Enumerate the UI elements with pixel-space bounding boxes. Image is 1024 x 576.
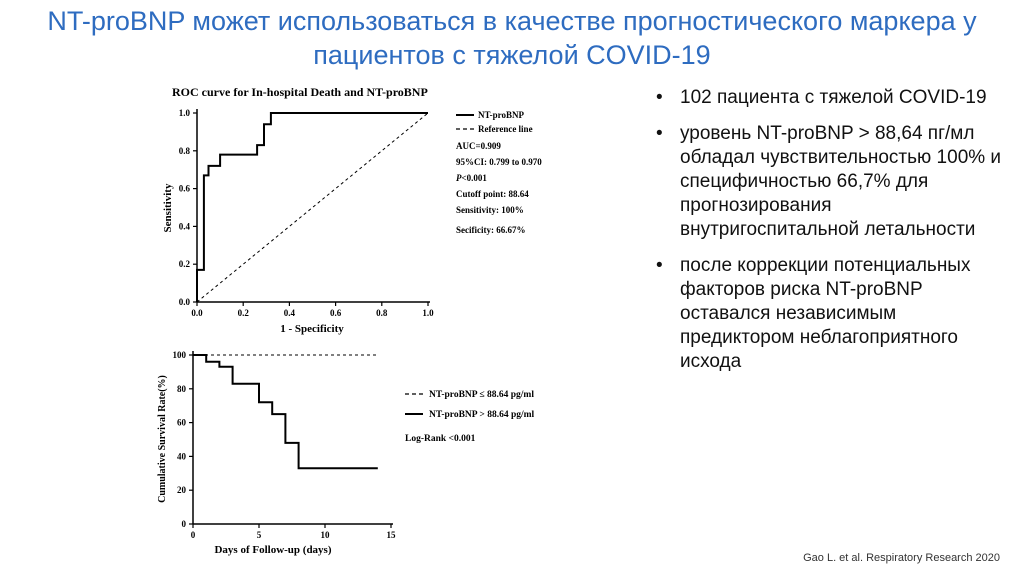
roc-x-tick-label: 0.2 <box>237 308 249 318</box>
survival-legend-series-2: NT-proBNP > 88.64 pg/ml <box>429 410 535 420</box>
survival-series-2-line <box>193 355 378 468</box>
slide-title <box>0 4 1024 72</box>
roc-y-tick-label: 0.4 <box>178 221 190 232</box>
survival-x-tick-label: 15 <box>386 530 396 540</box>
slide-title-line-2: пациентов с тяжелой COVID-19 <box>313 40 711 70</box>
roc-series-2-line <box>197 113 428 302</box>
roc-chart-panel <box>160 78 588 340</box>
survival-legend-series-1: NT-proBNP ≤ 88.64 pg/ml <box>429 390 534 400</box>
roc-chart <box>160 78 588 340</box>
roc-legend-series-1: NT-proBNP <box>478 110 525 120</box>
roc-x-tick-label: 0.6 <box>329 308 342 318</box>
roc-annotation-p <box>456 173 487 183</box>
survival-legend <box>405 390 535 444</box>
bullet-text: после коррекции потенциальных факторов риска NT-proBNP оставался независимым предиктором неблагоприятного исхода <box>680 255 971 372</box>
bullet-item <box>652 86 1012 110</box>
slide-title-line-1: NT-proBNP может использоваться в качестве прогностического маркера у <box>47 6 977 36</box>
survival-annotation-logrank: Log-Rank <0.001 <box>405 434 476 444</box>
bullet-item <box>652 122 1012 242</box>
roc-legend <box>456 110 542 235</box>
survival-y-tick-label: 20 <box>177 485 186 496</box>
roc-x-tick-label: 0.0 <box>191 308 203 318</box>
survival-y-tick-label: 60 <box>177 417 186 428</box>
roc-y-tick-label: 0.8 <box>178 145 190 156</box>
roc-y-tick-label: 0.2 <box>178 259 190 270</box>
bullet-item <box>652 254 1012 374</box>
roc-chart-title: ROC curve for In-hospital Death and NT-proBNP <box>172 85 428 99</box>
roc-annotation-auc: AUC=0.909 <box>456 141 501 151</box>
roc-annotation-ci: 95%CI: 0.799 to 0.970 <box>456 157 542 167</box>
roc-x-tick-label: 0.8 <box>376 308 388 318</box>
bullet-dot-icon: • <box>656 123 663 144</box>
survival-chart-panel <box>155 346 580 558</box>
bullet-dot-icon: • <box>656 87 663 108</box>
roc-x-tick-label: 0.4 <box>283 308 296 318</box>
roc-x-axis-label: 1 - Specificity <box>280 323 344 335</box>
survival-chart <box>155 346 580 558</box>
survival-y-axis-label: Cumulative Survival Rate(%) <box>157 375 168 503</box>
roc-annotation-cutoff: Cutoff point: 88.64 <box>456 189 529 199</box>
roc-annotation-p-italic: P <box>456 173 462 183</box>
survival-x-axis-label: Days of Follow-up (days) <box>214 544 332 556</box>
survival-y-tick-label: 100 <box>172 350 186 360</box>
survival-x-tick-label: 0 <box>190 530 196 540</box>
bullet-list <box>652 86 1012 386</box>
roc-annotation-specificity: Secificity: 66.67% <box>456 225 526 235</box>
survival-y-tick-label: 80 <box>177 383 186 394</box>
survival-x-tick-label: 5 <box>256 530 262 540</box>
roc-annotation-sensitivity: Sensitivity: 100% <box>456 205 524 215</box>
bullet-text: 102 пациента с тяжелой COVID-19 <box>680 87 987 108</box>
roc-y-tick-label: 0.6 <box>178 183 190 194</box>
survival-x-tick-label: 10 <box>320 530 330 540</box>
roc-x-tick-label: 1.0 <box>422 308 434 318</box>
survival-y-tick-label: 0 <box>181 519 186 529</box>
survival-y-tick-label: 40 <box>177 451 186 462</box>
citation: Gao L. et al. Respiratory Research 2020 <box>803 552 1000 564</box>
bullet-text: уровень NT-proBNP > 88,64 пг/мл обладал чувствительностью 100% и специфичностью 66,7% для прогнозирования внутригоспитальной летальности <box>680 123 1002 240</box>
roc-legend-series-2: Reference line <box>478 124 533 134</box>
bullet-dot-icon: • <box>656 255 663 276</box>
roc-annotation-p-value: <0.001 <box>461 173 487 183</box>
roc-y-axis-label: Sensitivity <box>162 183 174 233</box>
roc-y-tick-label: 0.0 <box>178 297 190 307</box>
roc-y-tick-label: 1.0 <box>178 108 190 118</box>
